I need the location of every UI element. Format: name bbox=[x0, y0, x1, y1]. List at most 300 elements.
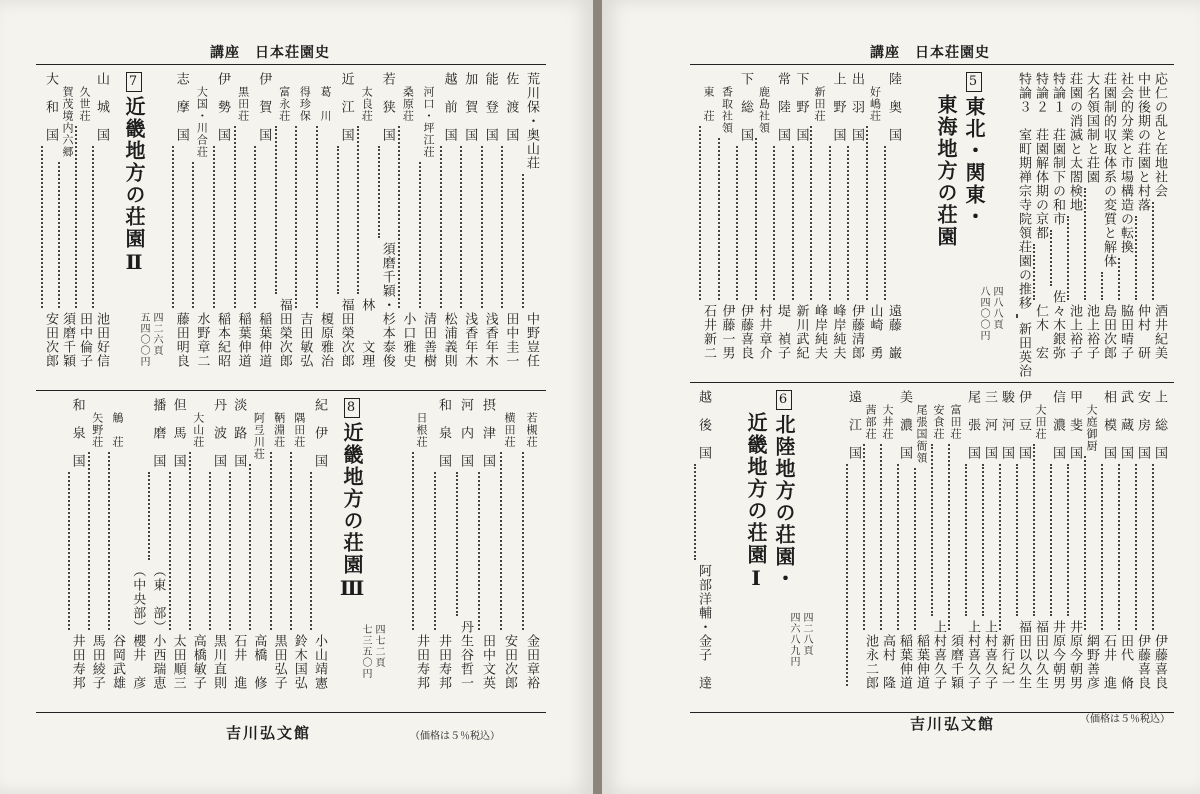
series-title: 講座 日本荘園史 bbox=[210, 45, 330, 61]
entry-author: 須磨千穎・杉本泰俊 bbox=[379, 242, 395, 368]
entry-author: 福田以久生 bbox=[1016, 620, 1031, 690]
leader-dots bbox=[290, 452, 307, 630]
entry-title: 鵤 荘 bbox=[111, 412, 124, 448]
entry-title: 美 濃 国 bbox=[897, 390, 912, 460]
entry-author: 水野章二 bbox=[194, 312, 210, 368]
entry-author: 新行紀一 bbox=[999, 634, 1014, 690]
entry-title: 駿 河 国 bbox=[999, 390, 1014, 460]
volume-title bbox=[962, 72, 986, 228]
entry-title: 特論２ 荘園解体期の京都 bbox=[1033, 72, 1048, 240]
toc-entry bbox=[1084, 72, 1099, 360]
volume-title-text: 近畿地方の荘園Ⅲ bbox=[340, 422, 364, 602]
leader-dots bbox=[1050, 230, 1065, 286]
entry-author: 仲村 研 bbox=[1135, 304, 1150, 360]
leader-dots bbox=[460, 146, 477, 308]
leader-dots bbox=[234, 126, 251, 308]
toc-entry bbox=[699, 72, 716, 360]
leader-dots bbox=[229, 472, 246, 630]
toc-entry bbox=[148, 398, 165, 690]
leader-dots bbox=[1016, 314, 1031, 318]
book-gutter bbox=[593, 0, 602, 794]
toc-entry bbox=[522, 72, 539, 368]
toc-entry bbox=[460, 72, 477, 368]
volume-title-line: 北陸地方の荘園・ bbox=[772, 414, 796, 590]
leader-dots bbox=[982, 464, 997, 616]
volume-7-section bbox=[36, 72, 546, 382]
leader-dots bbox=[522, 452, 539, 630]
series-title: 講座 日本荘園史 bbox=[870, 45, 990, 61]
toc-entry bbox=[500, 398, 517, 690]
volume-number: 7 bbox=[126, 72, 142, 92]
entry-author: 黒川直則 bbox=[211, 634, 226, 690]
entry-author: 小口雅史 bbox=[400, 312, 416, 368]
entry-title: 上 総 国 bbox=[1152, 390, 1167, 460]
entry-author: 島田次郎 bbox=[1101, 304, 1116, 360]
entry-title: 黒田荘 bbox=[236, 86, 250, 122]
entry-author: 太田順三 bbox=[170, 634, 186, 690]
entry-author: 新川武紀 bbox=[793, 304, 809, 360]
page-count: 四二八頁 bbox=[801, 612, 812, 656]
toc-entry bbox=[68, 398, 85, 690]
entry-title: 大山荘 bbox=[191, 412, 205, 448]
leader-dots bbox=[213, 146, 230, 308]
price: 五四〇〇円 bbox=[138, 312, 149, 367]
entry-title: 越 後 国 bbox=[696, 390, 711, 460]
entry-title: 山 城 国 bbox=[94, 72, 109, 142]
toc-entry bbox=[58, 72, 75, 368]
entry-author: 田中圭一 bbox=[503, 312, 519, 368]
toc-entry bbox=[880, 390, 895, 690]
entry-author: 福田以久生 bbox=[1033, 620, 1048, 690]
toc-entry bbox=[270, 398, 287, 690]
leader-dots bbox=[965, 464, 980, 616]
toc-entry bbox=[914, 390, 929, 690]
entry-title: 常 陸 国 bbox=[775, 72, 790, 142]
toc-entry bbox=[982, 390, 997, 690]
entry-title: 久世荘 bbox=[78, 86, 91, 122]
entry-title: 能 登 国 bbox=[482, 72, 498, 142]
entry-title: 若 狭 国 bbox=[379, 72, 395, 142]
entry-author: 松浦義則 bbox=[441, 312, 457, 368]
leader-dots bbox=[1118, 258, 1133, 300]
entry-title: 伊 豆 国 bbox=[1016, 390, 1031, 460]
leader-dots bbox=[755, 138, 772, 300]
leader-dots bbox=[699, 126, 716, 300]
entry-title: 中世後期の荘園と村落 bbox=[1135, 72, 1150, 212]
entry-title: 下 総 国 bbox=[738, 72, 753, 142]
leader-dots bbox=[172, 146, 189, 308]
entry-title: 伊 勢 国 bbox=[215, 72, 230, 142]
toc-entry bbox=[1152, 390, 1167, 690]
toc-entry bbox=[965, 390, 980, 690]
price-note: （価格は５％税込） bbox=[410, 731, 500, 742]
entry-title: 安 房 国 bbox=[1135, 390, 1150, 460]
entry-title: 出 羽 国 bbox=[849, 72, 864, 142]
toc-entry bbox=[290, 398, 307, 690]
entry-author: 稲本紀昭 bbox=[215, 312, 230, 368]
leader-dots bbox=[810, 126, 827, 300]
entry-author: 池田好信 bbox=[94, 312, 109, 368]
leader-dots bbox=[254, 146, 271, 308]
entry-title: 陸 奥 国 bbox=[886, 72, 901, 142]
entry-author: 石井 進 bbox=[231, 634, 247, 690]
leader-dots bbox=[1152, 464, 1167, 630]
entry-title: 鞆淵荘 bbox=[272, 412, 286, 448]
entry-title: 但 馬 国 bbox=[170, 398, 186, 468]
toc-entry bbox=[337, 72, 354, 368]
entry-title: 甲 斐 国 bbox=[1067, 390, 1082, 460]
toc-entry bbox=[378, 72, 395, 368]
entry-author: 須磨千穎 bbox=[948, 634, 963, 690]
entry-title: 相 模 国 bbox=[1101, 390, 1116, 460]
entry-title: 桑原荘 bbox=[401, 86, 415, 122]
toc-entry bbox=[254, 72, 271, 368]
entry-author: 伊藤一男 bbox=[719, 304, 735, 360]
entry-author: 谷岡武雄 bbox=[110, 634, 125, 690]
toc-entry bbox=[234, 72, 251, 368]
leader-dots bbox=[846, 464, 861, 686]
entry-author: 阿部洋輔・金子 達 bbox=[696, 564, 711, 690]
header-rule bbox=[36, 64, 546, 65]
toc-entry bbox=[718, 72, 735, 360]
entry-title: 下 野 国 bbox=[793, 72, 809, 142]
entry-author: 田中倫子 bbox=[77, 312, 92, 368]
entry-title: 応仁の乱と在地社会 bbox=[1152, 72, 1167, 198]
leader-dots bbox=[189, 452, 206, 630]
toc-entry bbox=[1101, 72, 1116, 360]
toc-entry bbox=[213, 72, 230, 368]
leader-dots bbox=[1067, 464, 1082, 616]
toc-entry bbox=[884, 72, 901, 360]
middle-rule bbox=[36, 390, 546, 391]
toc-entry bbox=[999, 390, 1014, 690]
leader-dots bbox=[148, 472, 165, 560]
leader-dots bbox=[880, 444, 895, 630]
entry-author: 池永二郎 bbox=[863, 634, 878, 690]
leader-dots bbox=[773, 146, 790, 300]
entry-author: 峰岸純夫 bbox=[830, 304, 846, 360]
entry-author: 石井新二 bbox=[701, 304, 716, 360]
toc-entry bbox=[736, 72, 753, 360]
leader-dots bbox=[792, 146, 809, 300]
entry-author: 浅香年木 bbox=[482, 312, 498, 368]
entry-title: 大 和 国 bbox=[43, 72, 58, 142]
leader-dots bbox=[1067, 216, 1082, 300]
entry-author: 上村喜久子 bbox=[931, 620, 946, 690]
toc-entry bbox=[75, 72, 92, 368]
toc-entry bbox=[192, 72, 209, 368]
entry-author: 遠藤 巌 bbox=[886, 304, 901, 360]
toc-entry bbox=[1118, 72, 1133, 360]
entry-author: 中野豈任 bbox=[524, 312, 539, 368]
footer-rule bbox=[36, 712, 546, 713]
entry-title: 荘園制的収取体系の変質と解体 bbox=[1101, 72, 1116, 268]
leader-dots bbox=[1135, 216, 1150, 300]
leader-dots bbox=[398, 126, 415, 308]
entry-author: 井原今朝男 bbox=[1067, 620, 1082, 690]
entry-author: 佐々木銀弥 bbox=[1050, 290, 1065, 360]
entry-author: （中央部）櫻井 彦 bbox=[130, 564, 146, 690]
entry-title: 矢野荘 bbox=[90, 412, 104, 448]
leader-dots bbox=[884, 146, 901, 300]
toc-entry bbox=[1084, 390, 1099, 690]
leader-dots bbox=[481, 146, 498, 308]
toc-entry bbox=[897, 390, 912, 690]
entry-title: 加 賀 国 bbox=[462, 72, 478, 142]
leader-dots bbox=[897, 464, 912, 630]
entry-author: 林 文理 bbox=[359, 298, 375, 368]
toc-entry bbox=[846, 390, 861, 690]
entry-title: 信 濃 国 bbox=[1050, 390, 1065, 460]
toc-entry bbox=[295, 72, 312, 368]
entry-author: 黒田弘子 bbox=[271, 634, 287, 690]
leader-dots bbox=[58, 162, 75, 308]
toc-entry bbox=[172, 72, 189, 368]
toc-entry bbox=[1050, 390, 1065, 690]
toc-entry bbox=[1050, 72, 1065, 360]
publisher-name: 吉川弘文館 bbox=[910, 715, 996, 733]
toc-entry bbox=[847, 72, 864, 360]
price: 四六八九円 bbox=[788, 612, 799, 667]
toc-entry bbox=[440, 72, 457, 368]
entry-author: 池上裕子 bbox=[1067, 304, 1082, 360]
volume-number: 6 bbox=[776, 390, 792, 410]
price-note: （価格は５％税込） bbox=[1080, 714, 1170, 725]
leader-dots bbox=[501, 146, 518, 308]
page-count: 四八八頁 bbox=[991, 286, 1002, 330]
volume-number: 8 bbox=[344, 398, 360, 418]
entry-title: 富田荘 bbox=[949, 404, 962, 440]
entry-title: 隅田荘 bbox=[292, 412, 306, 448]
toc-entry bbox=[209, 398, 226, 690]
leader-dots bbox=[1101, 464, 1116, 630]
leader-dots bbox=[192, 162, 209, 308]
entry-author: 脇田晴子 bbox=[1118, 304, 1133, 360]
entry-author: 仁木 宏 bbox=[1033, 304, 1048, 360]
leader-dots bbox=[108, 452, 125, 630]
toc-entry bbox=[694, 390, 711, 690]
leader-dots bbox=[736, 146, 753, 300]
toc-entry bbox=[773, 72, 790, 360]
entry-title: 尾 張 国 bbox=[965, 390, 980, 460]
entry-author: 酒井紀美 bbox=[1152, 304, 1167, 360]
leader-dots bbox=[500, 452, 517, 630]
toc-entry bbox=[1016, 390, 1031, 690]
volume-title bbox=[340, 398, 364, 602]
leader-dots bbox=[1084, 456, 1099, 630]
entry-author: 稲葉伸道 bbox=[235, 312, 251, 368]
toc-entry bbox=[1033, 72, 1048, 360]
entry-author: 高橋敏子 bbox=[190, 634, 206, 690]
entry-author: 浅香年木 bbox=[462, 312, 478, 368]
entry-author: 榎原雅治 bbox=[318, 312, 333, 368]
entry-author: 山崎 勇 bbox=[867, 304, 883, 360]
volume-5-section bbox=[690, 72, 1174, 378]
leader-dots bbox=[522, 174, 539, 308]
volume-title bbox=[122, 72, 146, 276]
entry-author: 福田榮次郎 bbox=[276, 298, 292, 368]
price: 七三五〇円 bbox=[360, 624, 371, 679]
entry-author: 井田寿邦 bbox=[436, 634, 451, 690]
volume-title bbox=[934, 94, 958, 248]
toc-entry bbox=[829, 72, 846, 360]
volume-6-section bbox=[690, 390, 1174, 704]
toc-entry bbox=[1135, 72, 1150, 360]
entry-author: 稲葉伸道 bbox=[256, 312, 272, 368]
leader-dots bbox=[863, 444, 878, 630]
entry-author: 池上裕子 bbox=[1084, 304, 1099, 360]
entry-author: 上村喜久子 bbox=[965, 620, 980, 690]
entry-title: 越 前 国 bbox=[441, 72, 457, 142]
toc-entry bbox=[1101, 390, 1116, 690]
leader-dots bbox=[931, 444, 946, 616]
entry-title: 淡 路 国 bbox=[231, 398, 247, 468]
toc-entry bbox=[1118, 390, 1133, 690]
volume-title-line: 近畿地方の荘園Ⅰ bbox=[744, 412, 768, 592]
toc-entry bbox=[419, 72, 436, 368]
leader-dots bbox=[1084, 188, 1099, 300]
entry-title: 和 泉 国 bbox=[436, 398, 451, 468]
leader-dots bbox=[434, 472, 451, 630]
toc-entry bbox=[92, 72, 109, 368]
entry-author: 馬田綾子 bbox=[89, 634, 105, 690]
toc-entry bbox=[128, 398, 145, 690]
toc-entry bbox=[755, 72, 772, 360]
entry-author: 稲葉伸道 bbox=[897, 634, 912, 690]
right-page bbox=[602, 0, 1200, 794]
entry-author: 井田寿邦 bbox=[414, 634, 429, 690]
toc-entry bbox=[310, 398, 327, 690]
volume-8-section bbox=[36, 398, 546, 704]
entry-author: 高橋 修 bbox=[251, 634, 267, 690]
entry-title: 安食荘 bbox=[932, 404, 945, 440]
entry-title: 遠 江 国 bbox=[846, 390, 861, 460]
toc-entry bbox=[792, 72, 809, 360]
entry-author: 伊藤喜良 bbox=[1135, 634, 1150, 690]
entry-author: 上村喜久子 bbox=[982, 620, 997, 690]
leader-dots bbox=[718, 138, 735, 300]
toc-entry bbox=[88, 398, 105, 690]
leader-dots bbox=[378, 146, 395, 238]
toc-entry bbox=[41, 72, 58, 368]
toc-entry bbox=[169, 398, 186, 690]
middle-rule bbox=[690, 382, 1174, 383]
toc-entry bbox=[1033, 390, 1048, 690]
entry-author: 小山靖憲 bbox=[312, 634, 327, 690]
entry-author: 田代 脩 bbox=[1118, 634, 1133, 690]
entry-author: 網野善彦 bbox=[1084, 634, 1099, 690]
toc-entry bbox=[189, 398, 206, 690]
entry-title: 東 荘 bbox=[702, 86, 715, 122]
leader-dots bbox=[75, 126, 92, 308]
entry-author: 伊藤清郎 bbox=[849, 304, 864, 360]
leader-dots bbox=[847, 146, 864, 300]
leader-dots bbox=[829, 146, 846, 300]
entry-author: 伊藤喜良 bbox=[738, 304, 753, 360]
leader-dots bbox=[1050, 464, 1065, 616]
toc-entry bbox=[456, 398, 473, 690]
entry-title: 横田荘 bbox=[503, 412, 516, 448]
entry-author: 伊藤喜良 bbox=[1152, 634, 1167, 690]
entry-title: 伊 賀 国 bbox=[256, 72, 272, 142]
entry-title: 紀 伊 国 bbox=[312, 398, 327, 468]
entry-author: 高村 隆 bbox=[880, 634, 895, 690]
entry-author: （東 部）小西瑞恵 bbox=[150, 564, 166, 690]
leader-dots bbox=[92, 146, 109, 308]
toc-entry bbox=[357, 72, 374, 368]
publisher-name: 吉川弘文館 bbox=[226, 724, 312, 742]
leader-dots bbox=[456, 472, 473, 616]
entry-author: 藤田明良 bbox=[173, 312, 189, 368]
entry-title: 若槻荘 bbox=[525, 412, 538, 448]
left-page bbox=[0, 0, 593, 794]
entry-title: 好嶋荘 bbox=[868, 86, 882, 122]
entry-title: 日根荘 bbox=[415, 412, 428, 448]
entry-title: 播 磨 国 bbox=[150, 398, 166, 468]
leader-dots bbox=[694, 464, 711, 560]
volume-title bbox=[772, 390, 796, 590]
toc-entry bbox=[863, 390, 878, 690]
volume-number: 5 bbox=[966, 72, 982, 92]
header-rule bbox=[690, 64, 1174, 65]
entry-title: 武 蔵 国 bbox=[1118, 390, 1133, 460]
toc-entry bbox=[866, 72, 883, 360]
leader-dots bbox=[948, 444, 963, 630]
entry-title: 志 摩 国 bbox=[173, 72, 189, 142]
leader-dots bbox=[249, 464, 266, 630]
entry-title: 香取社領 bbox=[720, 86, 734, 134]
entry-title: 三 河 国 bbox=[982, 390, 997, 460]
entry-author: 田中文英 bbox=[480, 634, 495, 690]
toc-entry bbox=[434, 398, 451, 690]
entry-title: 阿弖川荘 bbox=[252, 412, 266, 460]
entry-title: 尾張国衙領 bbox=[915, 404, 928, 464]
toc-entry bbox=[948, 390, 963, 690]
toc-entry bbox=[478, 398, 495, 690]
leader-dots bbox=[357, 126, 374, 294]
entry-title: 河口・坪江荘 bbox=[422, 86, 435, 158]
entry-title: 社会的分業と市場構造の転換 bbox=[1118, 72, 1133, 254]
entry-title: 富永荘 bbox=[277, 86, 291, 122]
entry-author: 村井章介 bbox=[756, 304, 772, 360]
entry-author: 井田寿邦 bbox=[69, 634, 85, 690]
entry-author: 安田次郎 bbox=[43, 312, 58, 368]
page-count: 四二六頁 bbox=[151, 312, 162, 356]
toc-entry bbox=[1152, 72, 1167, 360]
entry-author: 石井 進 bbox=[1101, 634, 1116, 690]
entry-title: 近 江 国 bbox=[338, 72, 354, 142]
entry-title: 賀茂境内六郷 bbox=[61, 86, 74, 158]
toc-entry bbox=[316, 72, 333, 368]
price: 八四〇〇円 bbox=[978, 286, 989, 341]
entry-title: 新田荘 bbox=[813, 86, 826, 122]
entry-title: 大田荘 bbox=[1034, 404, 1047, 440]
entry-title: 大庭御厨 bbox=[1085, 404, 1098, 452]
leader-dots bbox=[419, 162, 436, 308]
toc-entry bbox=[810, 72, 827, 360]
toc-entry bbox=[1067, 72, 1082, 360]
toc-entry bbox=[412, 398, 429, 690]
entry-title: 丹 波 国 bbox=[211, 398, 226, 468]
leader-dots bbox=[1118, 464, 1133, 630]
toc-entry bbox=[229, 398, 246, 690]
page-count: 四七二頁 bbox=[373, 624, 384, 668]
entry-title: 上 野 国 bbox=[830, 72, 846, 142]
leader-dots bbox=[1033, 244, 1048, 300]
volume-title bbox=[744, 412, 768, 592]
leader-dots bbox=[310, 472, 327, 630]
leader-dots bbox=[1101, 272, 1116, 300]
